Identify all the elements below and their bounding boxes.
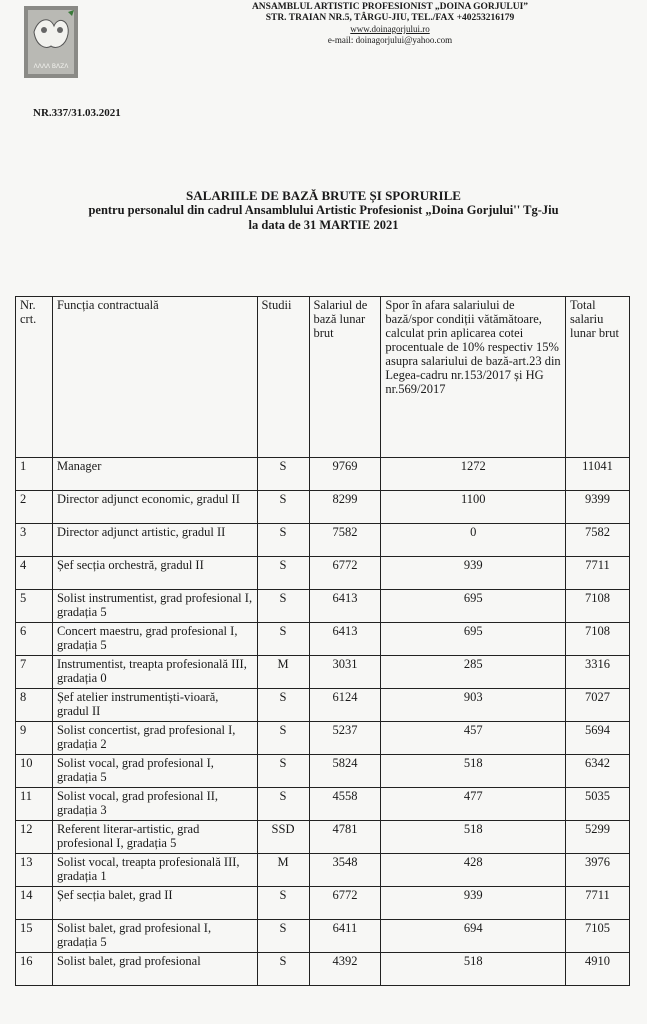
cell-function-name: Director adjunct economic, gradul II	[52, 491, 257, 524]
cell-studies: S	[257, 953, 309, 986]
cell-function-name: Solist vocal, grad profesional I, gradația 5	[52, 755, 257, 788]
table-row	[16, 689, 630, 722]
cell-total-salary: 3316	[566, 656, 630, 689]
cell-function-name: Solist balet, grad profesional I, gradația 5	[52, 920, 257, 953]
cell-bonus: 695	[381, 623, 566, 656]
table-row	[16, 920, 630, 953]
cell-studies: S	[257, 458, 309, 491]
cell-studies: S	[257, 590, 309, 623]
title-line-1: SALARIILE DE BAZĂ BRUTE ȘI SPORURILE	[186, 188, 461, 203]
cell-total-salary: 5299	[566, 821, 630, 854]
cell-row-number: 3	[16, 524, 53, 557]
cell-function-name: Solist instrumentist, grad profesional I, gradația 5	[52, 590, 257, 623]
cell-total-salary: 7108	[566, 590, 630, 623]
cell-function-name: Director adjunct artistic, gradul II	[52, 524, 257, 557]
cell-function-name: Referent literar-artistic, grad profesional I, gradația 5	[52, 821, 257, 854]
cell-total-salary: 5694	[566, 722, 630, 755]
cell-bonus: 0	[381, 524, 566, 557]
cell-row-number: 9	[16, 722, 53, 755]
logo-text: ΛΛΛΛ ΒΛΖΛ	[33, 63, 69, 70]
cell-base-salary: 6772	[309, 887, 381, 920]
cell-studies: S	[257, 689, 309, 722]
website-link[interactable]: www.doinagorjului.ro	[350, 24, 430, 34]
cell-studies: S	[257, 557, 309, 590]
header-base-salary: Salariul de bază lunar brut	[309, 297, 381, 458]
org-address: STR. TRAIAN NR.5, TÂRGU-JIU, TEL./FAX +40253216179	[265, 13, 515, 23]
cell-base-salary: 4781	[309, 821, 381, 854]
cell-studies: M	[257, 656, 309, 689]
cell-row-number: 5	[16, 590, 53, 623]
cell-base-salary: 6124	[309, 689, 381, 722]
header-bonus: Spor în afara salariului de bază/spor condiții vătămătoare, calculat prin aplicarea cotei procentuale de 10% respectiv 15% asupra salariului de bază-art.23 din Legea-cadru nr.153/2017 și HG nr.569/2017	[381, 297, 566, 458]
cell-row-number: 8	[16, 689, 53, 722]
cell-function-name: Șef secția balet, grad II	[52, 887, 257, 920]
cell-bonus: 518	[381, 821, 566, 854]
cell-total-salary: 7027	[566, 689, 630, 722]
cell-row-number: 2	[16, 491, 53, 524]
cell-function-name: Solist vocal, treapta profesională III, gradația 1	[52, 854, 257, 887]
cell-bonus: 1100	[381, 491, 566, 524]
cell-studies: S	[257, 623, 309, 656]
cell-studies: S	[257, 920, 309, 953]
table-row	[16, 590, 630, 623]
cell-function-name: Solist concertist, grad profesional I, gradația 2	[52, 722, 257, 755]
cell-studies: S	[257, 722, 309, 755]
cell-total-salary: 3976	[566, 854, 630, 887]
cell-bonus: 939	[381, 887, 566, 920]
cell-total-salary: 7108	[566, 623, 630, 656]
cell-row-number: 16	[16, 953, 53, 986]
title-line-2: pentru personalul din cadrul Ansamblului Artistic Profesionist „Doina Gorjului'' Tg-Jiu	[88, 203, 559, 217]
cell-total-salary: 7582	[566, 524, 630, 557]
table-row	[16, 788, 630, 821]
cell-row-number: 12	[16, 821, 53, 854]
cell-base-salary: 4392	[309, 953, 381, 986]
table-row	[16, 722, 630, 755]
header-nr: Nr. crt.	[16, 297, 53, 458]
cell-studies: S	[257, 887, 309, 920]
cell-function-name: Concert maestru, grad profesional I, gradația 5	[52, 623, 257, 656]
cell-row-number: 11	[16, 788, 53, 821]
cell-base-salary: 6772	[309, 557, 381, 590]
cell-row-number: 15	[16, 920, 53, 953]
header-total: Total salariu lunar brut	[566, 297, 630, 458]
table-row	[16, 458, 630, 491]
title-line-3: la data de 31 MARTIE 2021	[248, 218, 399, 232]
cell-base-salary: 6413	[309, 623, 381, 656]
table-row	[16, 821, 630, 854]
cell-base-salary: 6411	[309, 920, 381, 953]
table-row	[16, 755, 630, 788]
letterhead	[200, 2, 580, 46]
cell-studies: S	[257, 788, 309, 821]
cell-base-salary: 4558	[309, 788, 381, 821]
cell-total-salary: 9399	[566, 491, 630, 524]
cell-bonus: 518	[381, 755, 566, 788]
cell-total-salary: 7105	[566, 920, 630, 953]
cell-total-salary: 7711	[566, 557, 630, 590]
cell-bonus: 1272	[381, 458, 566, 491]
cell-base-salary: 9769	[309, 458, 381, 491]
cell-row-number: 6	[16, 623, 53, 656]
cell-base-salary: 6413	[309, 590, 381, 623]
org-logo	[20, 2, 82, 82]
cell-bonus: 694	[381, 920, 566, 953]
header-studies: Studii	[257, 297, 309, 458]
cell-row-number: 7	[16, 656, 53, 689]
cell-base-salary: 7582	[309, 524, 381, 557]
cell-function-name: Solist vocal, grad profesional II, gradația 3	[52, 788, 257, 821]
cell-base-salary: 8299	[309, 491, 381, 524]
header-function: Funcția contractuală	[52, 297, 257, 458]
cell-total-salary: 11041	[566, 458, 630, 491]
table-row	[16, 524, 630, 557]
cell-base-salary: 3548	[309, 854, 381, 887]
document-number: NR.337/31.03.2021	[33, 107, 121, 119]
table-row	[16, 491, 630, 524]
table-row	[16, 656, 630, 689]
document-title	[0, 188, 647, 233]
cell-studies: SSD	[257, 821, 309, 854]
cell-base-salary: 3031	[309, 656, 381, 689]
cell-bonus: 457	[381, 722, 566, 755]
cell-bonus: 695	[381, 590, 566, 623]
email-text: e-mail: doinagorjului@yahoo.com	[327, 35, 453, 45]
cell-bonus: 939	[381, 557, 566, 590]
table-header-row	[16, 297, 630, 458]
table-row	[16, 557, 630, 590]
cell-row-number: 4	[16, 557, 53, 590]
table-row	[16, 953, 630, 986]
cell-row-number: 10	[16, 755, 53, 788]
cell-function-name: Șef secția orchestră, gradul II	[52, 557, 257, 590]
cell-bonus: 518	[381, 953, 566, 986]
salary-table	[15, 296, 630, 986]
cell-studies: M	[257, 854, 309, 887]
cell-function-name: Instrumentist, treapta profesională III, gradația 0	[52, 656, 257, 689]
table-row	[16, 887, 630, 920]
cell-bonus: 285	[381, 656, 566, 689]
cell-total-salary: 7711	[566, 887, 630, 920]
table-row	[16, 854, 630, 887]
table-row	[16, 623, 630, 656]
cell-bonus: 477	[381, 788, 566, 821]
cell-row-number: 1	[16, 458, 53, 491]
cell-function-name: Solist balet, grad profesional	[52, 953, 257, 986]
cell-total-salary: 4910	[566, 953, 630, 986]
cell-function-name: Manager	[52, 458, 257, 491]
org-name: ANSAMBLUL ARTISTIC PROFESIONIST „DOINA GORJULUI”	[251, 2, 529, 12]
cell-studies: S	[257, 524, 309, 557]
cell-base-salary: 5824	[309, 755, 381, 788]
cell-total-salary: 5035	[566, 788, 630, 821]
cell-row-number: 14	[16, 887, 53, 920]
cell-bonus: 428	[381, 854, 566, 887]
cell-row-number: 13	[16, 854, 53, 887]
cell-bonus: 903	[381, 689, 566, 722]
cell-studies: S	[257, 491, 309, 524]
cell-base-salary: 5237	[309, 722, 381, 755]
cell-total-salary: 6342	[566, 755, 630, 788]
cell-studies: S	[257, 755, 309, 788]
cell-function-name: Șef atelier instrumentiști-vioară, gradul II	[52, 689, 257, 722]
